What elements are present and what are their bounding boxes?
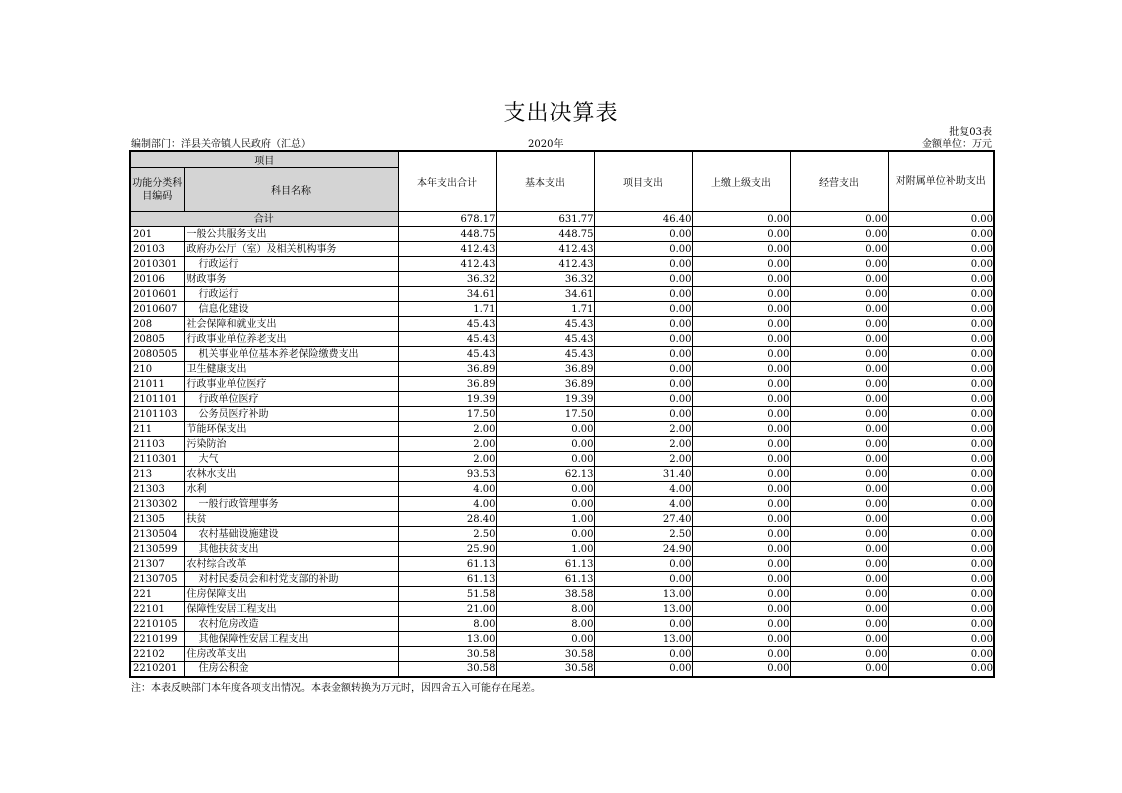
header-subsidy: 对附属单位补助支出	[888, 151, 994, 212]
row-value: 0.00	[888, 392, 994, 407]
row-value: 0.00	[594, 317, 692, 332]
row-value: 0.00	[594, 242, 692, 257]
row-name: 农林水支出	[184, 467, 398, 482]
row-value: 2.50	[594, 527, 692, 542]
row-value: 0.00	[790, 482, 888, 497]
row-value: 0.00	[888, 257, 994, 272]
row-value: 4.00	[594, 497, 692, 512]
row-value: 0.00	[888, 377, 994, 392]
row-name: 一般行政管理事务	[184, 497, 398, 512]
row-name: 保障性安居工程支出	[184, 602, 398, 617]
total-cell: 0.00	[888, 212, 994, 227]
row-code: 213	[130, 467, 184, 482]
row-value: 61.13	[398, 557, 496, 572]
row-value: 0.00	[692, 317, 790, 332]
row-value: 19.39	[398, 392, 496, 407]
row-value: 0.00	[790, 407, 888, 422]
header-total: 本年支出合计	[398, 151, 496, 212]
row-name: 农村综合改革	[184, 557, 398, 572]
row-value: 0.00	[594, 302, 692, 317]
table-row	[130, 452, 994, 467]
row-value: 0.00	[594, 647, 692, 662]
table-row	[130, 227, 994, 242]
table-row	[130, 602, 994, 617]
table-row	[130, 512, 994, 527]
row-value: 0.00	[790, 617, 888, 632]
row-name: 行政事业单位养老支出	[184, 332, 398, 347]
row-value: 0.00	[790, 647, 888, 662]
row-value: 0.00	[888, 617, 994, 632]
row-value: 0.00	[888, 542, 994, 557]
row-value: 0.00	[692, 227, 790, 242]
row-value: 8.00	[496, 617, 594, 632]
row-value: 45.43	[496, 347, 594, 362]
row-value: 25.90	[398, 542, 496, 557]
row-value: 0.00	[594, 617, 692, 632]
table-header	[130, 151, 994, 212]
row-value: 0.00	[692, 512, 790, 527]
row-value: 0.00	[692, 482, 790, 497]
row-value: 93.53	[398, 467, 496, 482]
row-value: 61.13	[496, 557, 594, 572]
row-value: 0.00	[888, 527, 994, 542]
row-name: 信息化建设	[184, 302, 398, 317]
row-value: 412.43	[398, 242, 496, 257]
row-value: 0.00	[594, 287, 692, 302]
row-value: 0.00	[594, 362, 692, 377]
row-value: 0.00	[692, 242, 790, 257]
row-value: 0.00	[496, 497, 594, 512]
row-value: 0.00	[790, 257, 888, 272]
row-value: 0.00	[692, 542, 790, 557]
row-code: 2130302	[130, 497, 184, 512]
expenditure-table	[129, 150, 995, 678]
row-value: 30.58	[496, 647, 594, 662]
table-row	[130, 497, 994, 512]
table-row	[130, 527, 994, 542]
row-value: 34.61	[398, 287, 496, 302]
row-value: 0.00	[594, 662, 692, 677]
total-row	[130, 212, 994, 227]
row-value: 0.00	[692, 467, 790, 482]
row-value: 0.00	[888, 572, 994, 587]
row-code: 2210201	[130, 662, 184, 677]
row-value: 0.00	[496, 452, 594, 467]
row-value: 27.40	[594, 512, 692, 527]
row-value: 45.43	[398, 317, 496, 332]
row-value: 0.00	[692, 287, 790, 302]
row-name: 水利	[184, 482, 398, 497]
unit-label: 金额单位：万元	[922, 139, 992, 150]
row-value: 0.00	[594, 572, 692, 587]
row-name: 一般公共服务支出	[184, 227, 398, 242]
row-name: 农村危房改造	[184, 617, 398, 632]
row-value: 0.00	[790, 392, 888, 407]
row-value: 36.89	[398, 377, 496, 392]
row-value: 0.00	[888, 347, 994, 362]
row-value: 0.00	[888, 332, 994, 347]
header-operating: 经营支出	[790, 151, 888, 212]
row-value: 0.00	[790, 272, 888, 287]
row-code: 2110301	[130, 452, 184, 467]
row-value: 0.00	[790, 422, 888, 437]
row-value: 4.00	[398, 497, 496, 512]
row-code: 22101	[130, 602, 184, 617]
row-value: 36.32	[398, 272, 496, 287]
table-row	[130, 242, 994, 257]
row-value: 0.00	[888, 587, 994, 602]
row-name: 住房公积金	[184, 662, 398, 677]
row-value: 0.00	[790, 527, 888, 542]
row-value: 30.58	[398, 662, 496, 677]
row-value: 0.00	[888, 437, 994, 452]
row-code: 2210105	[130, 617, 184, 632]
table-row	[130, 302, 994, 317]
row-code: 221	[130, 587, 184, 602]
row-value: 19.39	[496, 392, 594, 407]
row-value: 0.00	[692, 497, 790, 512]
table-row	[130, 287, 994, 302]
row-name: 扶贫	[184, 512, 398, 527]
row-value: 448.75	[496, 227, 594, 242]
row-value: 61.13	[496, 572, 594, 587]
row-value: 0.00	[888, 497, 994, 512]
table-row	[130, 257, 994, 272]
row-code: 2130705	[130, 572, 184, 587]
row-code: 2080505	[130, 347, 184, 362]
row-value: 0.00	[790, 467, 888, 482]
table-row	[130, 362, 994, 377]
row-value: 0.00	[888, 302, 994, 317]
row-code: 20103	[130, 242, 184, 257]
row-value: 0.00	[888, 647, 994, 662]
row-value: 0.00	[692, 572, 790, 587]
row-value: 45.43	[496, 317, 594, 332]
row-value: 0.00	[692, 647, 790, 662]
row-value: 21.00	[398, 602, 496, 617]
row-value: 30.58	[496, 662, 594, 677]
page-title: 支出决算表	[503, 101, 619, 126]
row-value: 0.00	[692, 437, 790, 452]
row-value: 31.40	[594, 467, 692, 482]
table-row	[130, 617, 994, 632]
row-value: 0.00	[888, 557, 994, 572]
row-value: 0.00	[594, 377, 692, 392]
row-code: 208	[130, 317, 184, 332]
table-row	[130, 542, 994, 557]
row-code: 21303	[130, 482, 184, 497]
row-value: 30.58	[398, 647, 496, 662]
year-label: 2020年	[528, 139, 564, 150]
row-code: 20106	[130, 272, 184, 287]
row-value: 0.00	[888, 407, 994, 422]
row-value: 61.13	[398, 572, 496, 587]
table-row	[130, 392, 994, 407]
row-value: 0.00	[692, 347, 790, 362]
row-name: 大气	[184, 452, 398, 467]
row-value: 2.00	[398, 452, 496, 467]
row-value: 2.00	[594, 422, 692, 437]
row-value: 0.00	[594, 557, 692, 572]
row-value: 4.00	[594, 482, 692, 497]
row-value: 36.89	[496, 362, 594, 377]
row-value: 0.00	[692, 272, 790, 287]
row-code: 2210199	[130, 632, 184, 647]
row-value: 0.00	[790, 287, 888, 302]
row-value: 0.00	[888, 227, 994, 242]
row-code: 210	[130, 362, 184, 377]
row-value: 1.00	[496, 512, 594, 527]
row-value: 0.00	[496, 422, 594, 437]
table-row	[130, 272, 994, 287]
row-value: 0.00	[790, 632, 888, 647]
row-value: 0.00	[692, 407, 790, 422]
row-name: 行政运行	[184, 257, 398, 272]
row-name: 行政单位医疗	[184, 392, 398, 407]
row-value: 1.71	[496, 302, 594, 317]
row-code: 22102	[130, 647, 184, 662]
row-value: 0.00	[594, 392, 692, 407]
header-project: 项目支出	[594, 151, 692, 212]
row-value: 34.61	[496, 287, 594, 302]
row-code: 2101103	[130, 407, 184, 422]
row-value: 0.00	[594, 257, 692, 272]
row-name: 机关事业单位基本养老保险缴费支出	[184, 347, 398, 362]
row-name: 对村民委员会和村党支部的补助	[184, 572, 398, 587]
department-label: 编制部门：洋县关帝镇人民政府（汇总）	[131, 139, 311, 150]
row-value: 0.00	[790, 227, 888, 242]
row-value: 0.00	[888, 317, 994, 332]
row-code: 21011	[130, 377, 184, 392]
row-value: 0.00	[790, 572, 888, 587]
row-value: 0.00	[790, 332, 888, 347]
row-value: 0.00	[692, 587, 790, 602]
row-name: 节能环保支出	[184, 422, 398, 437]
row-value: 8.00	[398, 617, 496, 632]
row-name: 农村基础设施建设	[184, 527, 398, 542]
row-value: 45.43	[398, 347, 496, 362]
row-value: 0.00	[594, 227, 692, 242]
row-value: 13.00	[398, 632, 496, 647]
table-row	[130, 437, 994, 452]
row-value: 17.50	[496, 407, 594, 422]
row-value: 0.00	[790, 602, 888, 617]
footnote: 注：本表反映部门本年度各项支出情况。本表金额转换为万元时，因四舍五入可能存在尾差。	[131, 683, 541, 694]
row-value: 0.00	[888, 632, 994, 647]
row-value: 0.00	[594, 347, 692, 362]
row-name: 社会保障和就业支出	[184, 317, 398, 332]
table-row	[130, 482, 994, 497]
row-value: 2.00	[398, 422, 496, 437]
row-code: 21103	[130, 437, 184, 452]
row-value: 1.00	[496, 542, 594, 557]
row-value: 36.89	[398, 362, 496, 377]
row-value: 13.00	[594, 602, 692, 617]
row-value: 0.00	[692, 377, 790, 392]
row-name: 住房保障支出	[184, 587, 398, 602]
row-value: 0.00	[692, 257, 790, 272]
row-name: 公务员医疗补助	[184, 407, 398, 422]
row-code: 2101101	[130, 392, 184, 407]
row-value: 8.00	[496, 602, 594, 617]
row-value: 0.00	[790, 557, 888, 572]
row-value: 51.58	[398, 587, 496, 602]
table-row	[130, 587, 994, 602]
row-value: 0.00	[888, 452, 994, 467]
row-value: 62.13	[496, 467, 594, 482]
table-body	[130, 212, 994, 677]
row-name: 政府办公厅（室）及相关机构事务	[184, 242, 398, 257]
row-value: 0.00	[790, 542, 888, 557]
row-name: 卫生健康支出	[184, 362, 398, 377]
row-value: 0.00	[692, 602, 790, 617]
row-name: 行政运行	[184, 287, 398, 302]
row-value: 0.00	[496, 632, 594, 647]
total-label: 合计	[130, 212, 398, 227]
row-value: 0.00	[888, 512, 994, 527]
row-value: 0.00	[692, 617, 790, 632]
total-cell: 631.77	[496, 212, 594, 227]
row-value: 0.00	[496, 437, 594, 452]
row-value: 0.00	[790, 347, 888, 362]
row-value: 45.43	[496, 332, 594, 347]
row-value: 0.00	[594, 332, 692, 347]
row-value: 0.00	[496, 482, 594, 497]
table-row	[130, 407, 994, 422]
row-name: 其他保障性安居工程支出	[184, 632, 398, 647]
row-code: 2130599	[130, 542, 184, 557]
row-value: 0.00	[692, 302, 790, 317]
row-value: 2.00	[398, 437, 496, 452]
header-code: 功能分类科目编码	[130, 168, 184, 212]
header-upper: 上缴上级支出	[692, 151, 790, 212]
row-value: 448.75	[398, 227, 496, 242]
row-value: 412.43	[496, 242, 594, 257]
row-value: 0.00	[790, 587, 888, 602]
row-value: 0.00	[692, 392, 790, 407]
row-name: 行政事业单位医疗	[184, 377, 398, 392]
row-value: 0.00	[692, 452, 790, 467]
row-value: 0.00	[790, 377, 888, 392]
row-code: 2010301	[130, 257, 184, 272]
row-code: 211	[130, 422, 184, 437]
row-code: 201	[130, 227, 184, 242]
row-value: 13.00	[594, 587, 692, 602]
row-value: 36.32	[496, 272, 594, 287]
row-value: 0.00	[692, 422, 790, 437]
row-value: 0.00	[692, 632, 790, 647]
row-value: 0.00	[790, 452, 888, 467]
row-value: 0.00	[496, 527, 594, 542]
row-name: 污染防治	[184, 437, 398, 452]
row-value: 0.00	[692, 662, 790, 677]
row-code: 21305	[130, 512, 184, 527]
expenditure-table-container	[129, 150, 993, 678]
row-value: 0.00	[888, 482, 994, 497]
table-row	[130, 347, 994, 362]
row-value: 0.00	[594, 272, 692, 287]
table-row	[130, 557, 994, 572]
table-row	[130, 467, 994, 482]
table-row	[130, 377, 994, 392]
row-value: 0.00	[692, 527, 790, 542]
row-value: 0.00	[790, 512, 888, 527]
row-code: 2010601	[130, 287, 184, 302]
row-code: 21307	[130, 557, 184, 572]
row-value: 0.00	[790, 242, 888, 257]
row-value: 412.43	[496, 257, 594, 272]
table-row	[130, 317, 994, 332]
total-cell: 0.00	[790, 212, 888, 227]
row-value: 2.50	[398, 527, 496, 542]
row-value: 0.00	[790, 302, 888, 317]
total-cell: 0.00	[692, 212, 790, 227]
table-row	[130, 662, 994, 677]
total-cell: 678.17	[398, 212, 496, 227]
header-basic: 基本支出	[496, 151, 594, 212]
row-value: 0.00	[790, 317, 888, 332]
table-row	[130, 422, 994, 437]
row-value: 28.40	[398, 512, 496, 527]
row-value: 17.50	[398, 407, 496, 422]
row-value: 0.00	[888, 242, 994, 257]
table-row	[130, 572, 994, 587]
row-value: 45.43	[398, 332, 496, 347]
row-value: 0.00	[692, 557, 790, 572]
row-value: 0.00	[888, 467, 994, 482]
table-row	[130, 332, 994, 347]
row-value: 0.00	[692, 332, 790, 347]
table-row	[130, 647, 994, 662]
row-value: 0.00	[888, 422, 994, 437]
row-name: 其他扶贫支出	[184, 542, 398, 557]
header-name: 科目名称	[184, 168, 398, 212]
row-code: 20805	[130, 332, 184, 347]
table-code-label: 批复03表	[949, 127, 992, 138]
row-value: 0.00	[888, 662, 994, 677]
row-value: 4.00	[398, 482, 496, 497]
row-value: 0.00	[790, 362, 888, 377]
row-value: 2.00	[594, 437, 692, 452]
row-value: 38.58	[496, 587, 594, 602]
row-value: 2.00	[594, 452, 692, 467]
row-name: 财政事务	[184, 272, 398, 287]
row-value: 0.00	[790, 662, 888, 677]
row-value: 13.00	[594, 632, 692, 647]
row-value: 0.00	[790, 437, 888, 452]
row-value: 24.90	[594, 542, 692, 557]
row-value: 0.00	[790, 497, 888, 512]
table-row	[130, 632, 994, 647]
total-cell: 46.40	[594, 212, 692, 227]
row-name: 住房改革支出	[184, 647, 398, 662]
row-value: 0.00	[888, 287, 994, 302]
row-value: 412.43	[398, 257, 496, 272]
row-value: 1.71	[398, 302, 496, 317]
row-code: 2130504	[130, 527, 184, 542]
row-value: 36.89	[496, 377, 594, 392]
row-value: 0.00	[888, 362, 994, 377]
row-value: 0.00	[888, 602, 994, 617]
row-value: 0.00	[888, 272, 994, 287]
row-value: 0.00	[594, 407, 692, 422]
row-code: 2010607	[130, 302, 184, 317]
header-item-group: 项目	[130, 151, 398, 168]
row-value: 0.00	[692, 362, 790, 377]
